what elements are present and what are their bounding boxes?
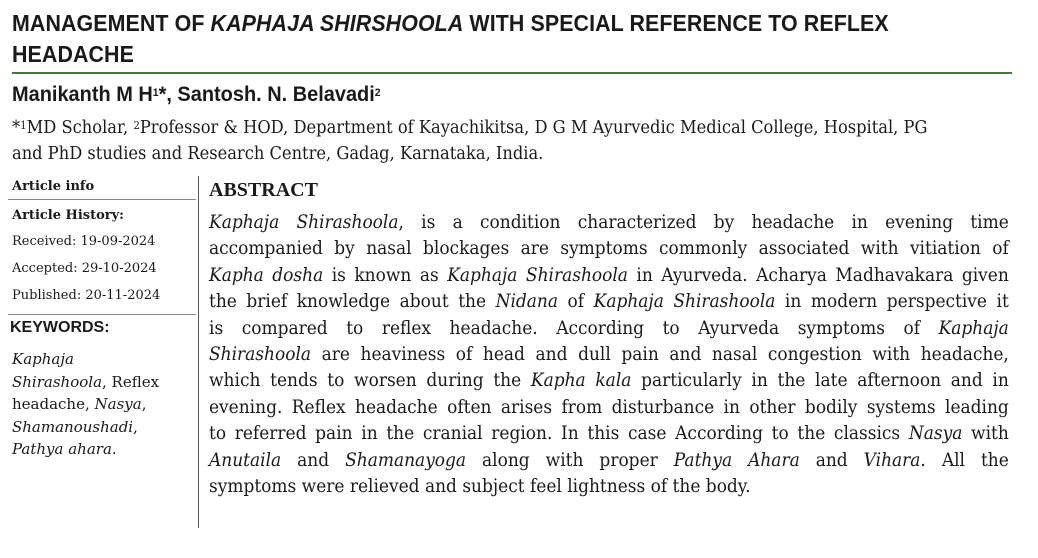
keyword: Shamanoushadi bbox=[12, 417, 134, 436]
abstract-line bbox=[209, 289, 1009, 315]
abstract-line bbox=[209, 395, 1009, 421]
abstract-text: to referred pain in the cranial region. In this case According to the classics bbox=[209, 423, 909, 445]
title-part-3: WITH SPECIAL REFERENCE TO REFLEX bbox=[463, 10, 889, 36]
affiliation bbox=[12, 115, 1016, 167]
abstract-text: along with proper bbox=[466, 449, 674, 471]
affil-sup-2: 2 bbox=[133, 119, 140, 132]
abstract-term: Kapha dosha bbox=[209, 264, 324, 286]
abstract-text: the brief knowledge about the bbox=[209, 291, 496, 313]
abstract-text: in modern perspective it bbox=[775, 291, 1009, 313]
abstract-line bbox=[209, 210, 1009, 236]
title-part-4: HEADACHE bbox=[12, 41, 134, 67]
abstract-line bbox=[209, 368, 1009, 394]
abstract-term: Kaphaja Shirashoola bbox=[593, 291, 776, 313]
abstract-term: Kaphaja Shirashoola bbox=[447, 264, 628, 286]
affil-part-1: MD Scholar, bbox=[26, 118, 134, 138]
abstract-term: Pathya Ahara bbox=[673, 449, 800, 471]
abstract-text: with bbox=[962, 423, 1009, 445]
received-date: Received: 19-09-2024 bbox=[12, 234, 156, 249]
abstract-text: is known as bbox=[323, 264, 448, 286]
abstract-line bbox=[209, 448, 1009, 474]
keyword: headache, bbox=[12, 395, 95, 413]
abstract-text: , is a condition characterized by headache in evening time bbox=[398, 212, 1009, 233]
title-part-1: MANAGEMENT OF bbox=[12, 10, 211, 36]
abstract-text: and bbox=[799, 449, 864, 471]
keyword: Nasya bbox=[94, 395, 142, 413]
abstract-line bbox=[209, 421, 1009, 447]
title-divider bbox=[12, 72, 1012, 74]
abstract-heading: ABSTRACT bbox=[209, 179, 318, 201]
abstract-text: are heaviness of head and dull pain and nasal congestion with headache, bbox=[311, 344, 1009, 366]
abstract-text: of bbox=[558, 291, 594, 313]
keywords-heading: KEYWORDS: bbox=[10, 319, 110, 336]
abstract-line bbox=[209, 263, 1009, 289]
abstract-text: evening. Reflex headache often arises from disturbance in other bodily systems leading bbox=[209, 396, 1009, 418]
keyword: Pathya ahara bbox=[12, 440, 112, 458]
sidebar-divider bbox=[8, 314, 196, 315]
abstract-text: particularly in the late afternoon and in bbox=[631, 370, 1009, 392]
abstract-text: is compared to reflex headache. According to Ayurveda symptoms of bbox=[209, 317, 939, 339]
abstract-term: Kapha kala bbox=[530, 370, 632, 392]
affil-prefix: * bbox=[12, 118, 21, 138]
author-mid: *, Santosh. N. Belavadi bbox=[158, 83, 375, 106]
abstract-line bbox=[209, 474, 1009, 500]
sidebar-divider bbox=[8, 199, 196, 200]
keyword-separator: , bbox=[141, 395, 147, 413]
abstract-body bbox=[209, 210, 1009, 500]
abstract-text: accompanied by nasal blockages are symptoms commonly associated with vitiation of bbox=[209, 238, 1009, 260]
abstract-term: Anutaila bbox=[209, 449, 282, 471]
abstract-term: Kaphaja bbox=[938, 317, 1009, 339]
affil-line-2: and PhD studies and Research Centre, Gadag, Karnataka, India. bbox=[12, 144, 544, 164]
keyword-separator: , bbox=[133, 417, 138, 436]
abstract-text: . All the bbox=[920, 449, 1009, 471]
keyword: Shirashoola bbox=[12, 372, 103, 391]
abstract-line bbox=[209, 316, 1009, 342]
abstract-term: Vihara bbox=[863, 449, 921, 471]
published-date: Published: 20-11-2024 bbox=[12, 288, 161, 303]
abstract-term: Nasya bbox=[908, 423, 963, 445]
abstract-text: which tends to worsen during the bbox=[209, 370, 531, 392]
author-1-sup: 1 bbox=[152, 87, 159, 99]
keyword: Kaphaja bbox=[12, 350, 74, 368]
abstract-text: and bbox=[281, 449, 346, 471]
abstract-term: Kaphaja Shirashoola bbox=[209, 212, 399, 233]
keyword-separator: , Reflex bbox=[102, 372, 160, 391]
abstract-line bbox=[209, 342, 1009, 368]
author-1-name: Manikanth M H bbox=[12, 83, 153, 106]
article-history-heading: Article History: bbox=[12, 208, 124, 223]
article-info-sidebar bbox=[8, 176, 199, 528]
title-italic: KAPHAJA SHIRSHOOLA bbox=[210, 10, 464, 36]
abstract-term: Nidana bbox=[495, 291, 559, 313]
affil-sup-1: 1 bbox=[20, 119, 27, 132]
keyword-separator: . bbox=[111, 440, 117, 458]
author-2-sup: 2 bbox=[374, 87, 381, 99]
authors bbox=[12, 80, 381, 110]
abstract-term: Shamanayoga bbox=[345, 449, 467, 471]
article-info-heading: Article info bbox=[12, 179, 95, 194]
abstract-text: symptoms were relieved and subject feel lightness of the body. bbox=[209, 476, 751, 498]
accepted-date: Accepted: 29-10-2024 bbox=[12, 261, 157, 276]
abstract-line bbox=[209, 236, 1009, 262]
keywords-list bbox=[12, 348, 192, 461]
abstract-text: in Ayurveda. Acharya Madhavakara given bbox=[627, 264, 1009, 286]
abstract-term: Shirashoola bbox=[209, 344, 312, 366]
affil-part-2: Professor & HOD, Department of Kayachikitsa, D G M Ayurvedic Medical College, Hospital, PG bbox=[139, 118, 928, 138]
article-title bbox=[12, 8, 951, 70]
